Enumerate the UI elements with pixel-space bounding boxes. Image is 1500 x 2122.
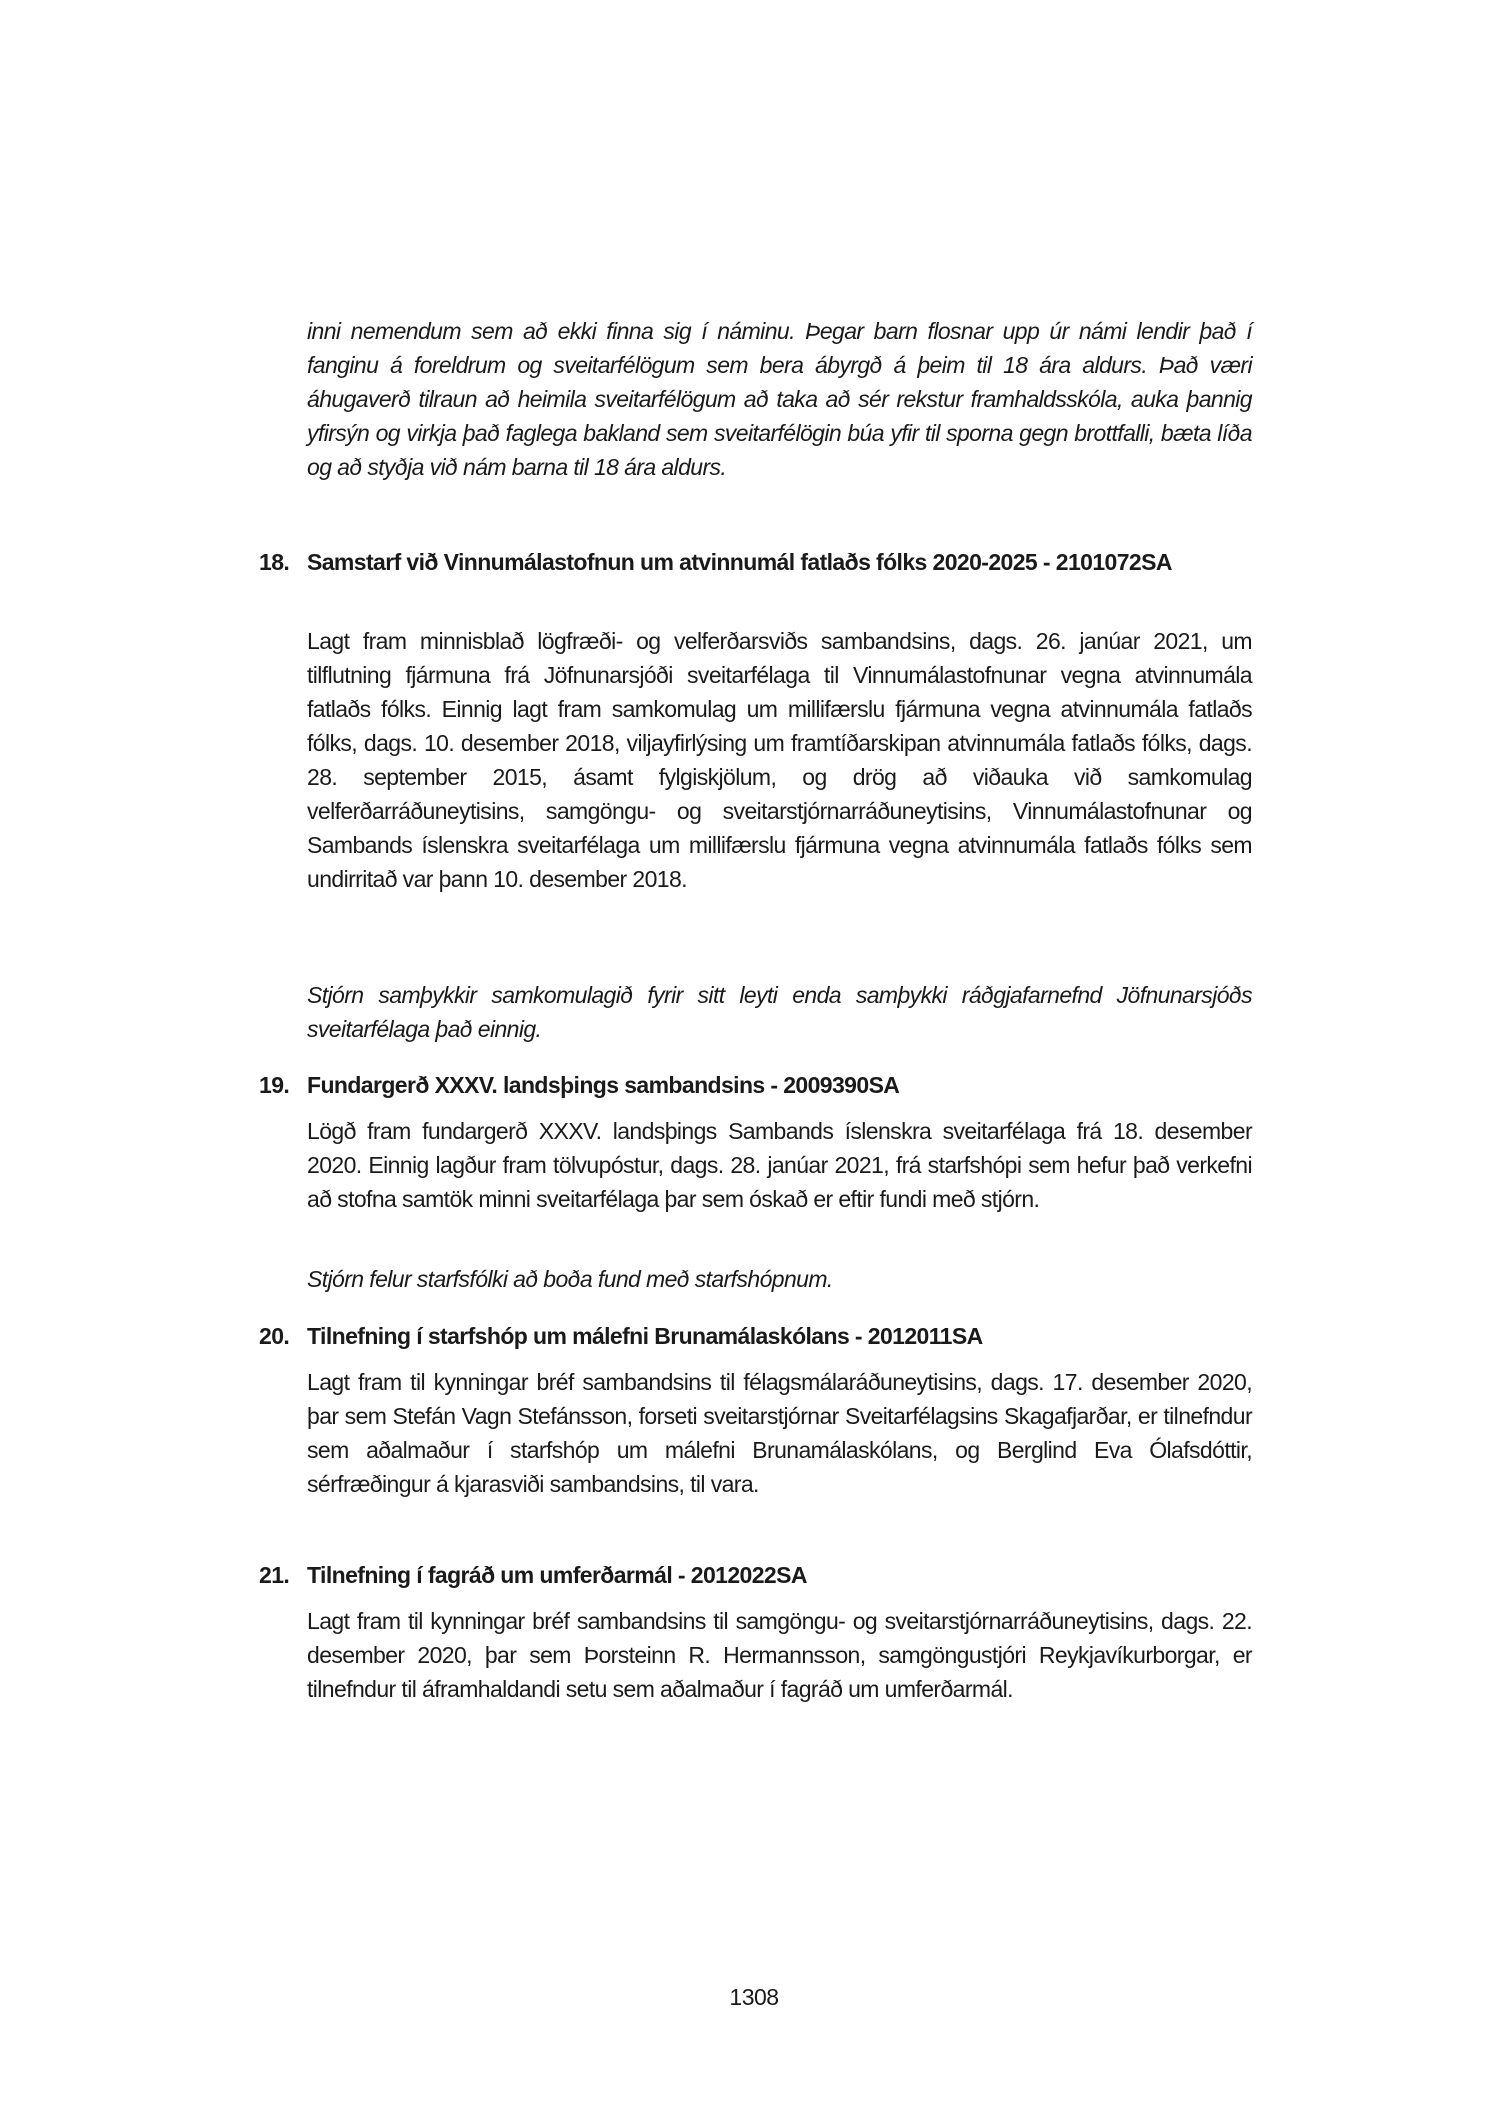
item-21-heading [259,1558,1259,1592]
item-title: Tilnefning í starfshóp um málefni Brunamálaskólans - 2012011SA [307,1323,983,1349]
item-number: 18. [259,549,290,575]
item-19-body: Lögð fram fundargerð XXXV. landsþings Sambands íslenskra sveitarfélaga frá 18. desember 2020. Einnig lagður fram tölvupóstur, dags. 28. janúar 2021, frá starfshópi sem hefur það verkefni að stofna samtök minni sveitarfélaga þar sem óskað er eftir fundi með stjórn. [307,1118,1252,1212]
item-18-heading [259,545,1259,579]
item-20-body: Lagt fram til kynningar bréf sambandsins til félagsmálaráðuneytisins, dags. 17. desember 2020, þar sem Stefán Vagn Stefánsson, forseti sveitarstjórnar Sveitarfélagsins Skagafjarðar, er tilnefndur sem aðalmaður í starfshóp um málefni Brunamálaskólans, og Berglind Eva Ólafsdóttir, sérfræðingur á kjarasviði sambandsins, til vara. [307,1369,1252,1497]
page-number: 1308 [729,1984,779,2010]
item-19-decision: Stjórn felur starfsfólki að boða fund með starfshópnum. [307,1266,833,1292]
item-title: Tilnefning í fagráð um umferðarmál - 2012022SA [307,1562,807,1588]
intro-paragraph: inni nemendum sem að ekki finna sig í náminu. Þegar barn flosnar upp úr námi lendir það í fanginu á foreldrum og sveitarfélögum sem bera ábyrgð á þeim til 18 ára aldurs. Það væri áhugaverð tilraun að heimila sveitarfélögum að taka að sér rekstur framhaldsskóla, auka þannig yfirsýn og virkja það faglega bakland sem sveitarfélögin búa yfir til sporna gegn brottfalli, bæta líða og að styðja við nám barna til 18 ára aldurs. [307,318,1252,480]
item-number: 20. [259,1323,290,1349]
item-19-heading [259,1068,1259,1102]
item-18-body: Lagt fram minnisblað lögfræði- og velferðarsviðs sambandsins, dags. 26. janúar 2021, um tilflutning fjármuna frá Jöfnunarsjóði sveitarfélaga til Vinnumálastofnunar vegna atvinnumála fatlaðs fólks. Einnig lagt fram samkomulag um millifærslu fjármuna vegna atvinnumála fatlaðs fólks, dags. 10. desember 2018, viljayfirlýsing um framtíðarskipan atvinnumála fatlaðs fólks, dags. 28. september 2015, ásamt fylgiskjölum, og drög að viðauka við samkomulag velferðarráðuneytisins, samgöngu- og sveitarstjórnarráðuneytisins, Vinnumálastofnunar og Sambands íslenskra sveitarfélaga um millifærslu fjármuna vegna atvinnumála fatlaðs fólks sem undirritað var þann 10. desember 2018. [307,628,1252,892]
item-number: 19. [259,1072,290,1098]
item-18-decision: Stjórn samþykkir samkomulagið fyrir sitt leyti enda samþykki ráðgjafarnefnd Jöfnunarsjóðs sveitarfélaga það einnig. [307,982,1252,1042]
item-number: 21. [259,1562,290,1588]
item-20-heading [259,1319,1259,1353]
item-title: Samstarf við Vinnumálastofnun um atvinnumál fatlaðs fólks 2020-2025 - 2101072SA [307,549,1172,575]
item-21-body: Lagt fram til kynningar bréf sambandsins til samgöngu- og sveitarstjórnarráðuneytisins, dags. 22. desember 2020, þar sem Þorsteinn R. Hermannsson, samgöngustjóri Reykjavíkurborgar, er tilnefndur til áframhaldandi setu sem aðalmaður í fagráð um umferðarmál. [307,1608,1252,1702]
item-title: Fundargerð XXXV. landsþings sambandsins - 2009390SA [307,1072,900,1098]
